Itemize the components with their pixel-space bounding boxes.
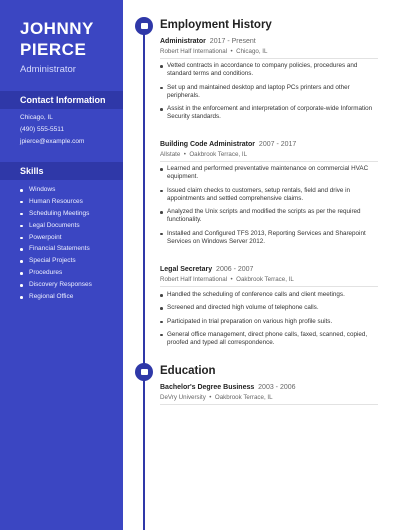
job-bullet: Screened and directed high volume of telephone calls.: [160, 304, 380, 312]
skill-item: Discovery Responses: [20, 279, 92, 291]
job-bullet: Analyzed the Unix scripts and modified the scripts as per the required functionality.: [160, 208, 380, 225]
degree-heading: [160, 384, 296, 391]
job-bullet: Learned and performed preventative maintenance on commercial HVAC equipment.: [160, 165, 380, 182]
job-bullet: Participated in trial preparation on various high profile suits.: [160, 318, 380, 326]
degree-name: Bachelor's Degree Business: [160, 384, 255, 391]
job-company-line: Allstate • Oakbrook Terrace, IL: [160, 151, 248, 158]
divider: [160, 404, 378, 405]
skill-item: Scheduling Meetings: [20, 208, 92, 220]
briefcase-icon: [135, 17, 153, 35]
job-location: Chicago, IL: [236, 48, 268, 55]
job-company: Allstate: [160, 151, 181, 158]
job-company: Robert Half International: [160, 48, 228, 55]
divider: [160, 286, 378, 287]
job-role: Administrator: [160, 38, 206, 45]
job-heading: [160, 38, 256, 45]
job-bullets: [160, 62, 380, 122]
skill-item: Legal Documents: [20, 220, 92, 232]
candidate-name: [20, 18, 94, 60]
education-heading: Education: [160, 365, 216, 377]
skill-item: Powerpoint: [20, 232, 92, 244]
job-bullet: General office management, direct phone calls, faxed, scanned, copied, proofed and typed all correspondence.: [160, 331, 380, 348]
contact-heading: Contact Information: [0, 91, 123, 109]
job-dates: 2006 - 2007: [216, 266, 254, 273]
contact-phone: (490) 555-5511: [20, 126, 64, 133]
job-role: Legal Secretary: [160, 266, 213, 273]
contact-email: jpierce@example.com: [20, 138, 85, 145]
skills-list: [20, 184, 92, 303]
job-bullets: [160, 165, 380, 246]
job-bullet: Installed and Configured TFS 2013, Reporting Services and Sharepoint Services on Windows Server 2012.: [160, 230, 380, 247]
job-bullet: Handled the scheduling of conference calls and client meetings.: [160, 291, 380, 299]
job-bullet: Set up and maintained desktop and laptop PCs printers and other peripherals.: [160, 84, 380, 101]
job-company-line: Robert Half International • Chicago, IL: [160, 48, 268, 55]
sidebar: [0, 0, 123, 530]
school-line: DeVry University • Oakbrook Terrace, IL: [160, 394, 273, 401]
job-title: Administrator: [20, 64, 76, 75]
job-location: Oakbrook Terrace, IL: [189, 151, 248, 158]
job-dates: 2007 - 2017: [258, 141, 297, 148]
job-company: Robert Half International: [160, 276, 228, 283]
divider: [160, 161, 378, 162]
job-bullet: Issued claim checks to customers, setup rentals, field and drive in appointments and settled comprehensive claims.: [160, 187, 380, 204]
school-name: DeVry University: [160, 394, 206, 401]
divider: [160, 58, 378, 59]
job-bullet: Vetted contracts in accordance to company policies, procedures and standard terms and conditions.: [160, 62, 380, 79]
skill-item: Procedures: [20, 267, 92, 279]
job-heading: [160, 141, 296, 148]
job-heading: [160, 266, 253, 273]
job-location: Oakbrook Terrace, IL: [236, 276, 294, 283]
name-line-2: PIERCE: [20, 40, 87, 59]
contact-city: Chicago, IL: [20, 114, 53, 121]
skills-heading: Skills: [0, 162, 123, 180]
school-location: Oakbrook Terrace, IL: [214, 394, 273, 401]
skill-item: Financial Statements: [20, 243, 92, 255]
job-role: Building Code Administrator: [160, 141, 256, 148]
skill-item: Regional Office: [20, 291, 92, 303]
graduation-cap-icon: [135, 363, 153, 381]
timeline-line: [143, 26, 145, 530]
name-line-1: JOHNNY: [20, 19, 94, 38]
degree-dates: 2003 - 2006: [258, 384, 296, 391]
job-bullets: [160, 291, 380, 347]
employment-heading: Employment History: [160, 19, 272, 31]
job-bullet: Assist in the enforcement and interpretation of corporate-wide Information Security standards.: [160, 105, 380, 122]
skill-item: Windows: [20, 184, 92, 196]
job-company-line: Robert Half International • Oakbrook Terrace, IL: [160, 276, 294, 283]
skill-item: Special Projects: [20, 255, 92, 267]
job-dates: 2017 - Present: [209, 38, 256, 45]
skill-item: Human Resources: [20, 196, 92, 208]
